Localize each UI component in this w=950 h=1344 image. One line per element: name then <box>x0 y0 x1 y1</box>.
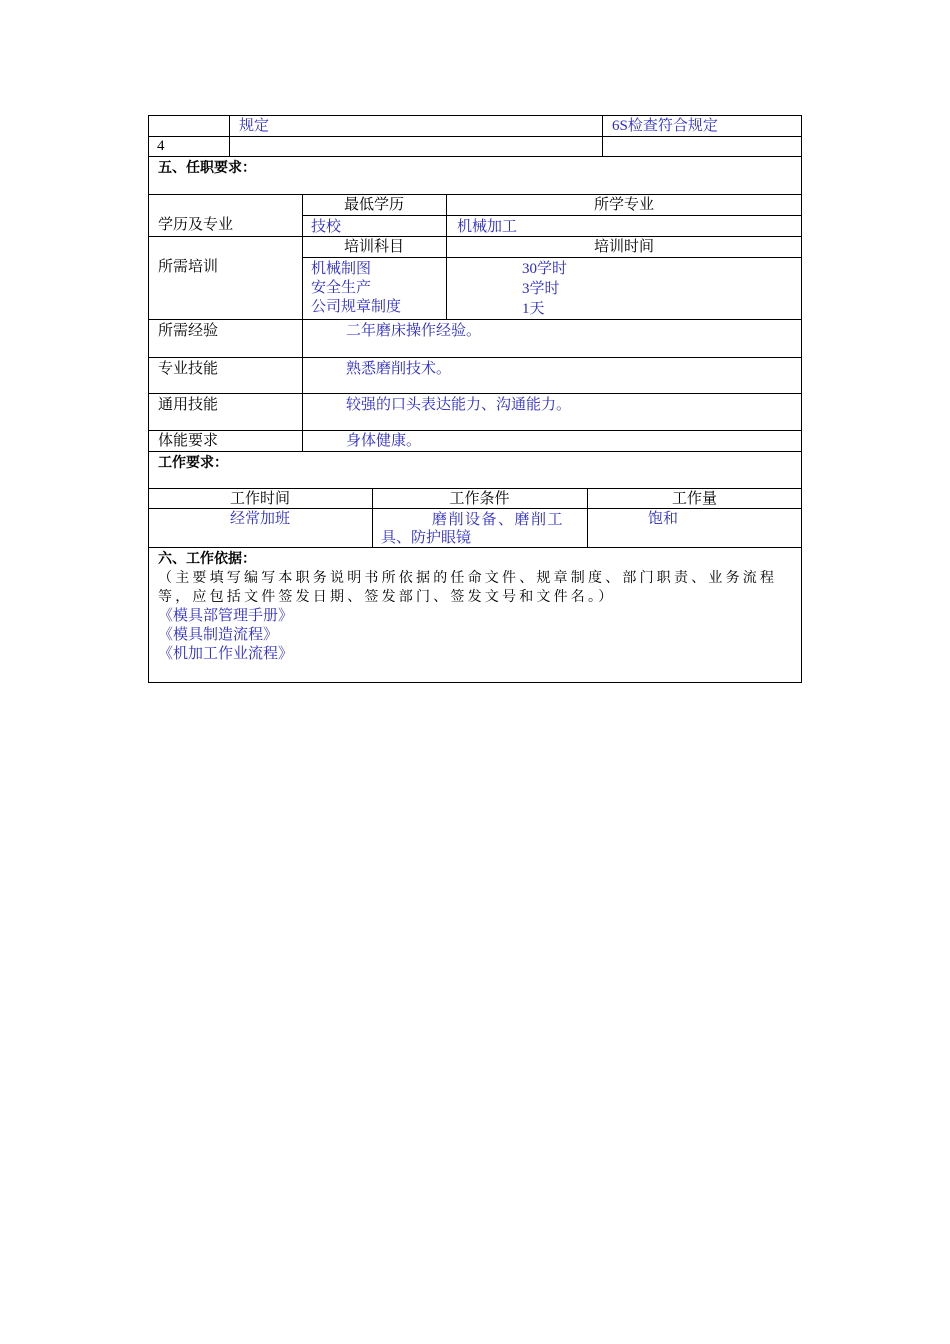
work-time-header: 工作时间 <box>229 491 290 507</box>
note-text: （主要填写编写本职务说明书所依据的任命文件、规章制度、部门职责、业务流程 <box>158 570 778 586</box>
table-border <box>229 115 230 136</box>
major-header: 所学专业 <box>593 197 654 213</box>
min-education-header: 最低学历 <box>343 197 404 213</box>
skill-value: 熟悉磨削技术。 <box>346 361 452 377</box>
physical-value: 身体健康。 <box>346 433 422 449</box>
table-border <box>602 115 603 156</box>
workload-header: 工作量 <box>671 491 717 507</box>
table-border <box>148 430 802 431</box>
table-border <box>148 357 802 358</box>
table-border <box>302 257 802 258</box>
education-label: 学历及专业 <box>158 217 234 233</box>
table-border <box>148 115 149 683</box>
table-border <box>148 547 802 548</box>
table-border <box>148 451 802 452</box>
training-time: 30学时 <box>522 261 568 277</box>
table-border <box>229 136 230 156</box>
section-title: 六、工作依据： <box>158 551 256 567</box>
work-condition-value: 具、防护眼镜 <box>381 530 472 546</box>
training-time: 1天 <box>522 301 545 317</box>
major-value: 机械加工 <box>457 219 518 235</box>
training-label: 所需培训 <box>158 259 219 275</box>
table-border <box>148 393 802 394</box>
training-time-header: 培训时间 <box>593 239 654 255</box>
experience-label: 所需经验 <box>158 323 219 339</box>
general-skill-value: 较强的口头表达能力、沟通能力。 <box>346 397 572 413</box>
training-subject-header: 培训科目 <box>343 239 404 255</box>
table-border <box>302 215 802 216</box>
min-education-value: 技校 <box>311 219 342 235</box>
experience-value: 二年磨床操作经验。 <box>346 323 482 339</box>
table-border <box>148 682 802 683</box>
physical-label: 体能要求 <box>158 433 219 449</box>
row-number: 4 <box>157 138 165 154</box>
work-condition-value: 磨削设备、磨削工 <box>432 512 565 528</box>
check-cell: 6S检查符合规定 <box>612 118 718 134</box>
table-border <box>148 156 802 157</box>
reference-doc: 《模具部管理手册》 <box>158 608 294 624</box>
table-border <box>148 136 802 137</box>
table-border <box>302 194 303 451</box>
training-time: 3学时 <box>522 281 560 297</box>
table-border <box>148 194 802 195</box>
workload-value: 饱和 <box>648 511 679 527</box>
work-time-value: 经常加班 <box>229 511 290 527</box>
skill-label: 专业技能 <box>158 361 219 377</box>
rule-cell: 规定 <box>239 118 270 134</box>
work-req-title: 工作要求： <box>158 455 228 471</box>
training-subject: 机械制图 <box>311 261 372 277</box>
general-skill-label: 通用技能 <box>158 397 219 413</box>
section-title: 五、任职要求： <box>158 160 256 176</box>
note-text: 等，应包括文件签发日期、签发部门、签发文号和文件名。） <box>158 589 616 605</box>
training-subject: 安全生产 <box>311 280 372 296</box>
table-border <box>148 488 802 489</box>
table-border <box>148 319 802 320</box>
training-subject: 公司规章制度 <box>311 299 402 315</box>
work-condition-header: 工作条件 <box>449 491 510 507</box>
reference-doc: 《机加工作业流程》 <box>158 646 294 662</box>
table-border <box>148 115 802 116</box>
reference-doc: 《模具制造流程》 <box>158 627 279 643</box>
